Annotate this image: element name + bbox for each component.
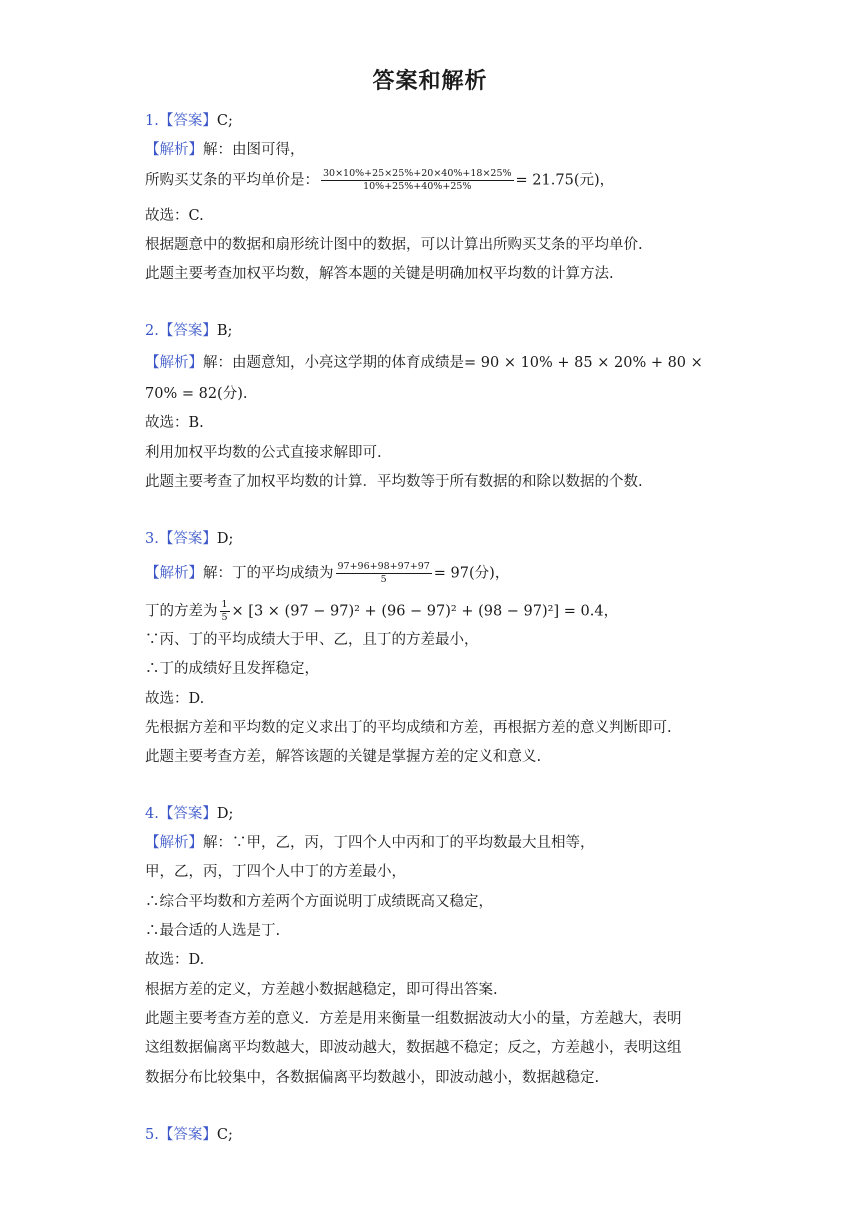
q3-explanation-tag: 【解析】 — [145, 565, 203, 582]
q4-explanation-line-1 — [145, 833, 595, 853]
q3-explanation-line-7: 此题主要考查方差，解答该题的关键是掌握方差的定义和意义. — [145, 749, 542, 765]
q4-explanation-line-4: ∴最合适的人选是丁. — [145, 923, 281, 939]
q4-explanation-line-5: 故选：D. — [145, 952, 205, 968]
q4-explanation-line-7: 此题主要考查方差的意义．方差是用来衡量一组数据波动大小的量，方差越大，表明 — [145, 1011, 682, 1027]
q3-text-2-post: × [3 × (97 − 97)² + (96 − 97)² + (98 − 97)²] = 0.4， — [231, 603, 619, 620]
q3-explanation-line-6: 先根据方差和平均数的定义求出丁的平均成绩和方差，再根据方差的意义判断即可. — [145, 720, 672, 736]
q1-explanation-line-3: 故选：C. — [145, 208, 204, 224]
q3-explanation-line-4: ∴丁的成绩好且发挥稳定， — [145, 661, 319, 677]
q3-answer: D; — [216, 531, 234, 547]
q2-explanation-line-2: 70% = 82(分). — [145, 386, 248, 402]
q1-answer: C; — [216, 113, 233, 129]
q3-explanation-line-2 — [145, 599, 618, 624]
q4-explanation-tag: 【解析】 — [145, 835, 203, 851]
q4-explanation-line-6: 根据方差的定义，方差越小数据越稳定，即可得出答案. — [145, 982, 498, 998]
q4-answer-line — [145, 804, 233, 824]
q2-answer-tag: 【答案】 — [158, 323, 217, 339]
q4-explanation-line-2: 甲，乙，丙，丁四个人中丁的方差最小， — [145, 864, 406, 880]
q4-explanation-line-8: 这组数据偏离平均数越大，即波动越大，数据越不稳定；反之，方差越小，表明这组 — [145, 1040, 682, 1056]
q3-variance-numerator: 1 — [221, 599, 228, 610]
q4-explanation-line-9: 数据分布比较集中，各数据偏离平均数越小，即波动越小，数据越稳定. — [145, 1070, 600, 1086]
q2-explanation-line-5: 此题主要考查了加权平均数的计算．平均数等于所有数据的和除以数据的个数. — [145, 474, 643, 490]
q1-answer-line — [145, 111, 233, 131]
q2-answer: B; — [216, 323, 233, 339]
q3-variance-denominator: 5 — [221, 612, 228, 623]
q1-explanation-line-5: 此题主要考查加权平均数，解答本题的关键是明确加权平均数的计算方法. — [145, 266, 614, 282]
q3-answer-line — [145, 529, 233, 549]
q4-answer-tag: 【答案】 — [158, 806, 217, 822]
q5-number: 5. — [145, 1127, 159, 1143]
q2-explanation-line-4: 利用加权平均数的公式直接求解即可. — [145, 445, 382, 461]
q3-mean-fraction — [336, 561, 432, 586]
q1-explanation-line-2 — [145, 168, 614, 193]
q4-answer: D; — [216, 806, 234, 822]
q3-text-1-pre: 解：丁的平均成绩为 — [203, 565, 334, 582]
q3-explanation-line-1 — [145, 561, 509, 586]
q3-text-2-pre: 丁的方差为 — [145, 603, 218, 620]
q1-text-1: 解：由图可得， — [203, 142, 305, 158]
q2-number: 2. — [145, 323, 159, 339]
q4-explanation-line-3: ∴综合平均数和方差两个方面说明丁成绩既高又稳定， — [145, 894, 493, 910]
q3-explanation-line-3: ∵丙、丁的平均成绩大于甲、乙，且丁的方差最小， — [145, 632, 479, 648]
q1-fraction-numerator: 30×10%+25×25%+20×40%+18×25% — [323, 168, 512, 179]
q1-number: 1. — [145, 113, 159, 129]
q1-text-2-pre: 所购买艾条的平均单价是： — [145, 172, 319, 189]
page-title: 答案和解析 — [372, 69, 488, 94]
q3-variance-fraction — [220, 599, 230, 624]
q5-answer-tag: 【答案】 — [158, 1127, 217, 1143]
q2-explanation-tag: 【解析】 — [145, 355, 203, 371]
q2-text-1: 解：由题意知，小亮这学期的体育成绩是= 90 × 10% + 85 × 20% + 80 × — [203, 355, 703, 371]
q5-answer: C; — [216, 1127, 233, 1143]
q1-explanation-line-4: 根据题意中的数据和扇形统计图中的数据，可以计算出所购买艾条的平均单价. — [145, 237, 643, 253]
q3-mean-denominator: 5 — [380, 574, 387, 585]
q4-number: 4. — [145, 806, 159, 822]
q2-explanation-line-1 — [145, 353, 703, 373]
q3-mean-numerator: 97+96+98+97+97 — [337, 561, 430, 572]
q1-fraction — [321, 168, 514, 193]
q4-text-1: 解：∵甲，乙，丙，丁四个人中丙和丁的平均数最大且相等， — [203, 835, 595, 851]
q1-answer-tag: 【答案】 — [158, 113, 217, 129]
q1-text-2-post: = 21.75(元)， — [515, 172, 615, 189]
q3-explanation-line-5: 故选：D. — [145, 691, 205, 707]
q2-answer-line — [145, 321, 232, 341]
q3-answer-tag: 【答案】 — [158, 531, 217, 547]
q3-text-1-post: = 97(分)， — [433, 565, 510, 582]
q3-number: 3. — [145, 531, 159, 547]
q1-explanation-line-1 — [145, 140, 305, 160]
q1-explanation-tag: 【解析】 — [145, 142, 203, 158]
q1-fraction-denominator: 10%+25%+40%+25% — [363, 181, 472, 192]
q2-explanation-line-3: 故选：B. — [145, 415, 204, 431]
q5-answer-line — [145, 1125, 233, 1145]
